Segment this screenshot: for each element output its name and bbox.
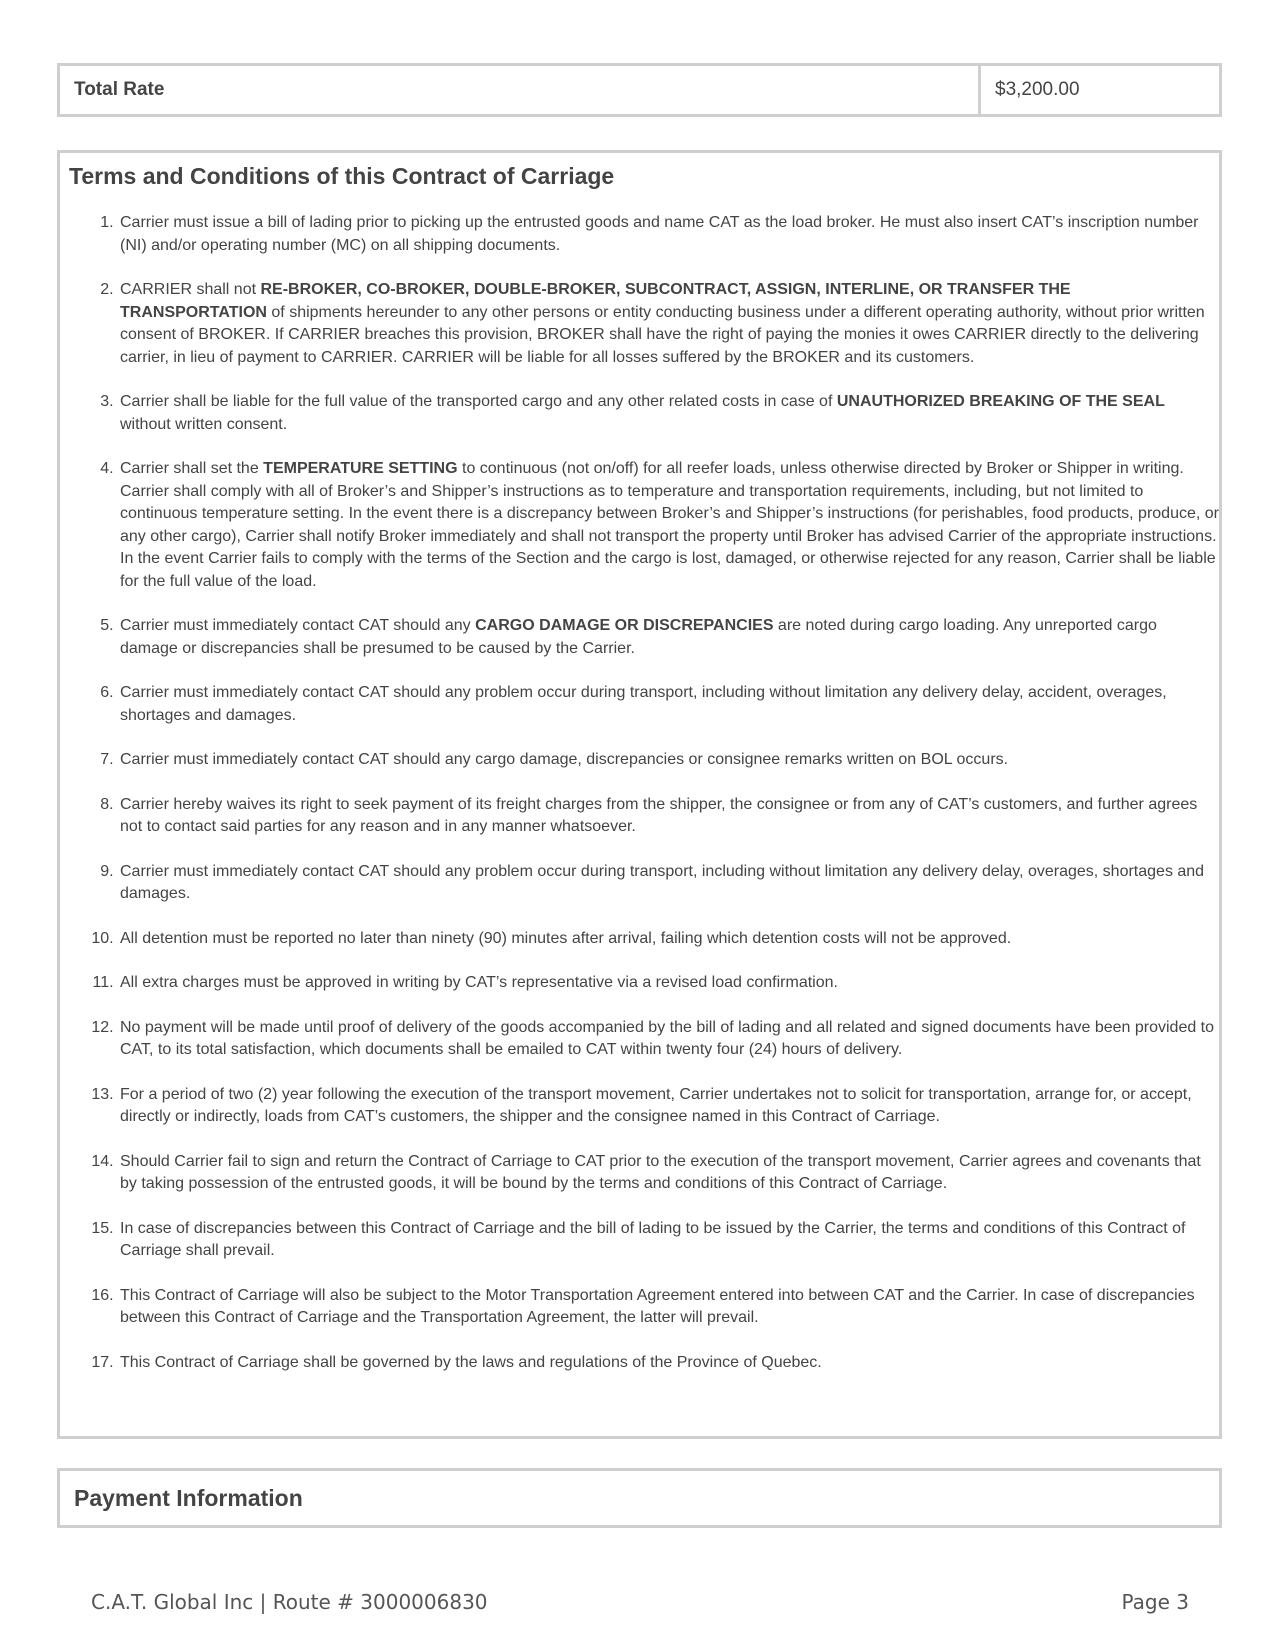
terms-item [118,972,1219,995]
terms-item-text: Carrier shall be liable for the full value of the transported cargo and any other related costs in case of [120,393,837,410]
terms-item [118,1352,1219,1375]
terms-item-text: Carrier must immediately contact CAT should any cargo damage, discrepancies or consignee remarks written on BOL occurs. [120,751,1009,768]
terms-item-text: This Contract of Carriage will also be subject to the Motor Transportation Agreement entered into between CAT and the Carrier. In case of discrepancies between this Contract of Carriage and the Transportation Agreement, the latter will prevail. [120,1286,1195,1326]
terms-list [60,212,1219,1396]
payment-information-title: Payment Information [74,1484,303,1511]
terms-item-text: are noted during cargo loading. Any unreported cargo damage or discrepancies shall be presumed to be caused by the Carrier. [120,617,1157,657]
terms-item-text: of shipments hereunder to any other persons or entity conducting business under a different operating authority, without prior written consent of BROKER. If CARRIER breaches this provision, BROKER shall have the right of paying the monies it owes CARRIER directly to the delivering carrier, in lieu of payment to CARRIER. CARRIER will be liable for all losses suffered by the BROKER and its customers. [120,303,1205,366]
terms-item-text: Carrier must immediately contact CAT should any [120,617,476,634]
terms-item-text: This Contract of Carriage shall be governed by the laws and regulations of the Province of Quebec. [120,1353,822,1371]
terms-item [118,615,1219,660]
terms-item-text: Carrier must issue a bill of lading prior to picking up the entrusted goods and name CAT as the load broker. He must also insert CAT’s inscription number (NI) and/or operating number (MC) on all shipping documents. [120,214,1199,254]
total-rate-value: $3,200.00 [995,79,1080,100]
footer-page-number: Page 3 [1121,1590,1189,1614]
terms-item-text: Carrier hereby waives its right to seek payment of its freight charges from the shipper, the consignee or from any of CAT’s customers, and further agrees not to contact said parties for any reason and in any manner whatsoever. [120,795,1198,835]
footer-route: C.A.T. Global Inc | Route # 3000006830 [91,1590,488,1614]
terms-item [118,1151,1219,1196]
terms-item-text: without written consent. [120,415,288,433]
terms-item [118,682,1219,727]
terms-item-emphasis: TEMPERATURE SETTING [263,460,458,477]
terms-title: Terms and Conditions of this Contract of Carriage [69,163,615,189]
terms-item [118,279,1219,369]
terms-item [118,212,1219,257]
terms-item-text: All extra charges must be approved in writing by CAT’s representative via a revised load confirmation. [120,974,838,991]
terms-item-text: to continuous (not on/off) for all reefer loads, unless otherwise directed by Broker or Shipper in writing. Carrier shall comply with all of Broker’s and Shipper’s instructions as to temperature and transportation requirements, including, but not limited to continuous temperature setting. In the event there is a discrepancy between Broker’s and Shipper’s instructions (for perishables, food products, produce, or any other cargo), Carrier shall notify Broker immediately and shall not transport the property until Broker has advised Carrier of the appropriate instructions. In the event Carrier fails to comply with the terms of the Section and the cargo is lost, damaged, or otherwise rejected for any reason, Carrier shall be liable for the full value of the load. [120,460,1219,590]
terms-item-text: Carrier shall set the [120,460,264,477]
terms-item-text: For a period of two (2) year following the execution of the transport movement, Carrier undertakes not to solicit for transportation, arrange for, or accept, directly or indirectly, loads from CAT’s customers, the shipper and the consignee named in this Contract of Carriage. [120,1085,1192,1125]
terms-item [118,1218,1219,1263]
terms-item-text: Carrier must immediately contact CAT should any problem occur during transport, including without limitation any delivery delay, accident, overages, shortages and damages. [120,684,1167,724]
terms-item [118,794,1219,839]
terms-item [118,458,1219,593]
terms-item [118,749,1219,772]
terms-item-emphasis: UNAUTHORIZED BREAKING OF THE SEAL [836,393,1165,410]
terms-section [57,150,1222,1439]
terms-item-emphasis: CARGO DAMAGE OR DISCREPANCIES [475,617,774,634]
terms-item-emphasis: RE-BROKER, CO-BROKER, DOUBLE-BROKER, SUBCONTRACT, ASSIGN, INTERLINE, OR TRANSFER THE TRANSPORTATION [120,281,1071,321]
terms-item-text: In case of discrepancies between this Contract of Carriage and the bill of lading to be issued by the Carrier, the terms and conditions of this Contract of Carriage shall prevail. [120,1219,1186,1259]
terms-item-text: Carrier must immediately contact CAT should any problem occur during transport, including without limitation any delivery delay, overages, shortages and damages. [120,862,1205,902]
terms-item-text: All detention must be reported no later than ninety (90) minutes after arrival, failing which detention costs will not be approved. [120,929,1012,947]
terms-item-text: Should Carrier fail to sign and return the Contract of Carriage to CAT prior to the execution of the transport movement, Carrier agrees and covenants that by taking possession of the entrusted goods, it will be bound by the terms and conditions of this Contract of Carriage. [120,1152,1201,1192]
terms-item [118,1017,1219,1062]
terms-item [118,928,1219,951]
terms-item [118,1285,1219,1330]
terms-item [118,391,1219,436]
payment-information-section [57,1468,1222,1528]
total-rate-label: Total Rate [60,66,981,114]
terms-item [118,861,1219,906]
terms-item-text: CARRIER shall not [120,281,261,298]
terms-item [118,1084,1219,1129]
terms-item-text: No payment will be made until proof of delivery of the goods accompanied by the bill of lading and all related and signed documents have been provided to CAT, to its total satisfaction, which documents shall be emailed to CAT within twenty four (24) hours of delivery. [120,1018,1215,1058]
total-rate-table [57,63,1222,117]
